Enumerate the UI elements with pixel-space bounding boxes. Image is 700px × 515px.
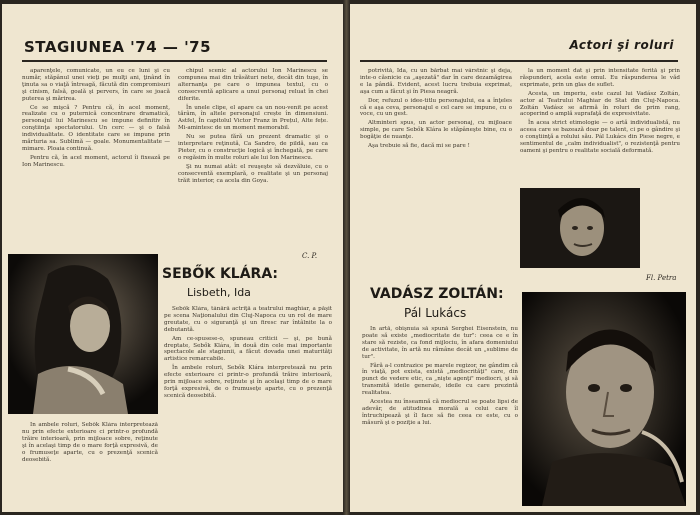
paragraph: În ambele roluri, Sebők Klára interpretează nu prin efecte exterioare ci printr-o profundă trăire interioară, prin mijloace sobre, reţinute şi în acelaşi timp de o mare forţă expresivă, de o frumuseţe aparte, cu o prezenţă scenică deosebită. — [22, 422, 158, 463]
actress-photo — [8, 254, 158, 414]
left-page-header: STAGIUNEA '74 — '75 — [24, 38, 212, 56]
paragraph: În artă, obişnuia să spună Serghei Eisenstein, nu poate să existe „mediocritate de tur": ceea ce e în stare să reziste, ca fond mijlociu, în afara domeniului de activitate, în artă nu rămâne decât un „sublime de tur". — [362, 326, 518, 360]
paragraph: În ambele roluri, Sebők Klára interpretează nu prin efecte exterioare ci printr-o profundă trăire interioară, prin mijloace sobre, reţinute şi în acelaşi timp de o mare forţă expresivă, de o frumuseţe aparte, cu o prezenţă scenică deosebită. — [164, 365, 332, 399]
paragraph: Ce se mişcă ? Pentru că, în acel moment, realizate cu o puternică concentrare dramatică, personajul lui Marinescu se impune definitiv în conştiinţa spectatorului. Un cerc — şi o falsă individualitate. O identitate care se impune prin mărturia sa. Sublimă — goale. Monumentalitate — mimare. Ploaia continuă. — [22, 104, 170, 152]
right-column-1 — [360, 68, 512, 280]
paragraph: În unele clipe, el apare ca un nou-venit pe acest tărâm, în altele personajul crește în dimensiuni. Astfel, În capitolul Victor Franz in Prețul, Alte fețe. Mi-amintesc de un moment memorabil. — [178, 104, 328, 132]
paragraph: Dor, refuzul o idee-titlu personajului, ea a înţeles că e aşa ceva, personajul e cel care se impune, cu o voce, cu un gest. — [360, 97, 512, 118]
paragraph: Şi nu numai atât: el reuşeşte să dezvăluie, cu o consecventă exemplară, o realitate şi un personaj trăit interior, ca acela din Goya. — [178, 163, 328, 184]
section-title: SEBŐK KLÁRA: — [162, 266, 279, 282]
paragraph: Altminteri spus, un actor personaj, cu mijloace simple, pe care Sebők Klára le stăpâneşte bine, cu o bogăţie de nuanţe. — [360, 120, 512, 141]
paragraph: Pentru că, în acel moment, actorul îi fixează pe Ion Marinescu. — [22, 154, 170, 168]
article-body-cont — [22, 422, 158, 506]
paragraph: Sebők Klára, tânără actriţă a teatrului maghiar, a păşit pe scena Naţionalului din Cluj-Napoca cu un rol de mare greutate, cu o siguranţă şi un firesc rar întâlnite la o debutantă. — [164, 306, 332, 333]
article-body — [362, 326, 518, 506]
right-page — [350, 4, 696, 512]
intro-column-2 — [178, 68, 328, 248]
paragraph: Am ce-spusese-o, spuneau criticii — şi, pe bună dreptate, Sebők Klára, în două din cele mai importante spectacole ale stagiunii, a făcut dovada unei maturităţi artistice remarcabile. — [164, 335, 332, 363]
intro-column-1 — [22, 68, 170, 248]
section-subtitle: Lisbeth, Ida — [187, 286, 251, 299]
paragraph: Nu se putea fără un prezent dramatic şi o interpretare reţinută, Ca Sandro, de pildă, sau ca Pieter, cu o construcţie logică şi închegată, pe care o regăsim în multe roluri ale lui Ion Marinescu. — [178, 134, 328, 161]
paragraph: chipul scenic al actorului Ion Marinescu se compunea mai din trăsături nete, decât din tuşe, în alternanţa pe care o impunea textul, cu o consecventă aplicare a unui personaj reluat în chei diferite. — [178, 68, 328, 102]
header-rule — [22, 60, 327, 62]
actor-photo-upper — [520, 188, 640, 268]
right-page-header: Actori şi roluri — [569, 38, 674, 52]
page-gutter — [343, 0, 350, 515]
paragraph: Fără a-l contrazice pe marele regizor, ne gândim că în viaţă, pot exista, există „mediocrităţi" care, din punct de vedere etic, ca „nişte agenţi" mediocri, şi să transmită ideile generale, ideile cu care prezintă realitatea. — [362, 362, 518, 397]
paragraph: aparenţele, comunicate, un eu ce luni şi cu număr, stăpânul unei vieţi pe mulţi ani, ţinând în ţinuta sa o viaţă întreagă, făcută din compromisuri şi cinism, falsă, goală şi pervers, în care se joacă puterea şi mărirea. — [22, 68, 170, 102]
signature: C. P. — [302, 252, 318, 260]
right-column-2 — [520, 68, 680, 184]
paragraph: potrivită, Ida, cu un bărbat mai vârstnic şi deja, inte-o căsnicie ca „aşezată" dar în care dezamăgirea e la pândă. Evident, acest lucru trebuia exprimat, aşa cum a făcut şi în Piesa neagră. — [360, 68, 512, 95]
actor-photo-lower — [522, 292, 686, 506]
paragraph: Acesta, un imperiu, este cazul lui Vadász Zoltán, actor al Teatrului Maghiar de Stat din Cluj-Napoca. Zoltán Vadász se afirmă în roluri de prim rang, acoperind o amplă suprafaţă de expresivitate. — [520, 90, 680, 118]
actress-photo-image — [8, 254, 158, 414]
article-body — [164, 306, 332, 506]
paragraph: Aşa trebuie să fie, dacă mi se pare ! — [368, 143, 470, 150]
actor-photo-lower-image — [522, 292, 686, 506]
paragraph: Acestea nu înseamnă că mediocrul se poate lipsi de adevăr, de atitudinea morală a celui care îl întruchipează şi îl face să fie ceea ce este, cu o măsură şi o poziţie a lui. — [362, 399, 518, 426]
paragraph: În acea strict etimologie — o artă individualistă, nu aceea care se bazează doar pe talent, ci pe o gândire şi o conştiinţă a rolului său. Pál Lukács din Piese negre, e sentimentul de „calm individualist", o rezistenţă pentru oameni şi pentru o realitate socială deformată. — [520, 120, 680, 154]
paragraph: la un moment dat şi prin intensitate ferită şi prin răspunderi, acela este omul. Eu răspunderea le văd exprimate, prin un glas de suflet. — [520, 68, 680, 88]
section-subtitle: Pál Lukács — [404, 306, 467, 320]
actor-photo-upper-image — [520, 188, 640, 268]
section-title: VADÁSZ ZOLTÁN: — [370, 286, 504, 302]
signature: Fl. Petra — [646, 274, 677, 282]
left-page — [2, 4, 343, 512]
header-rule — [360, 60, 678, 62]
